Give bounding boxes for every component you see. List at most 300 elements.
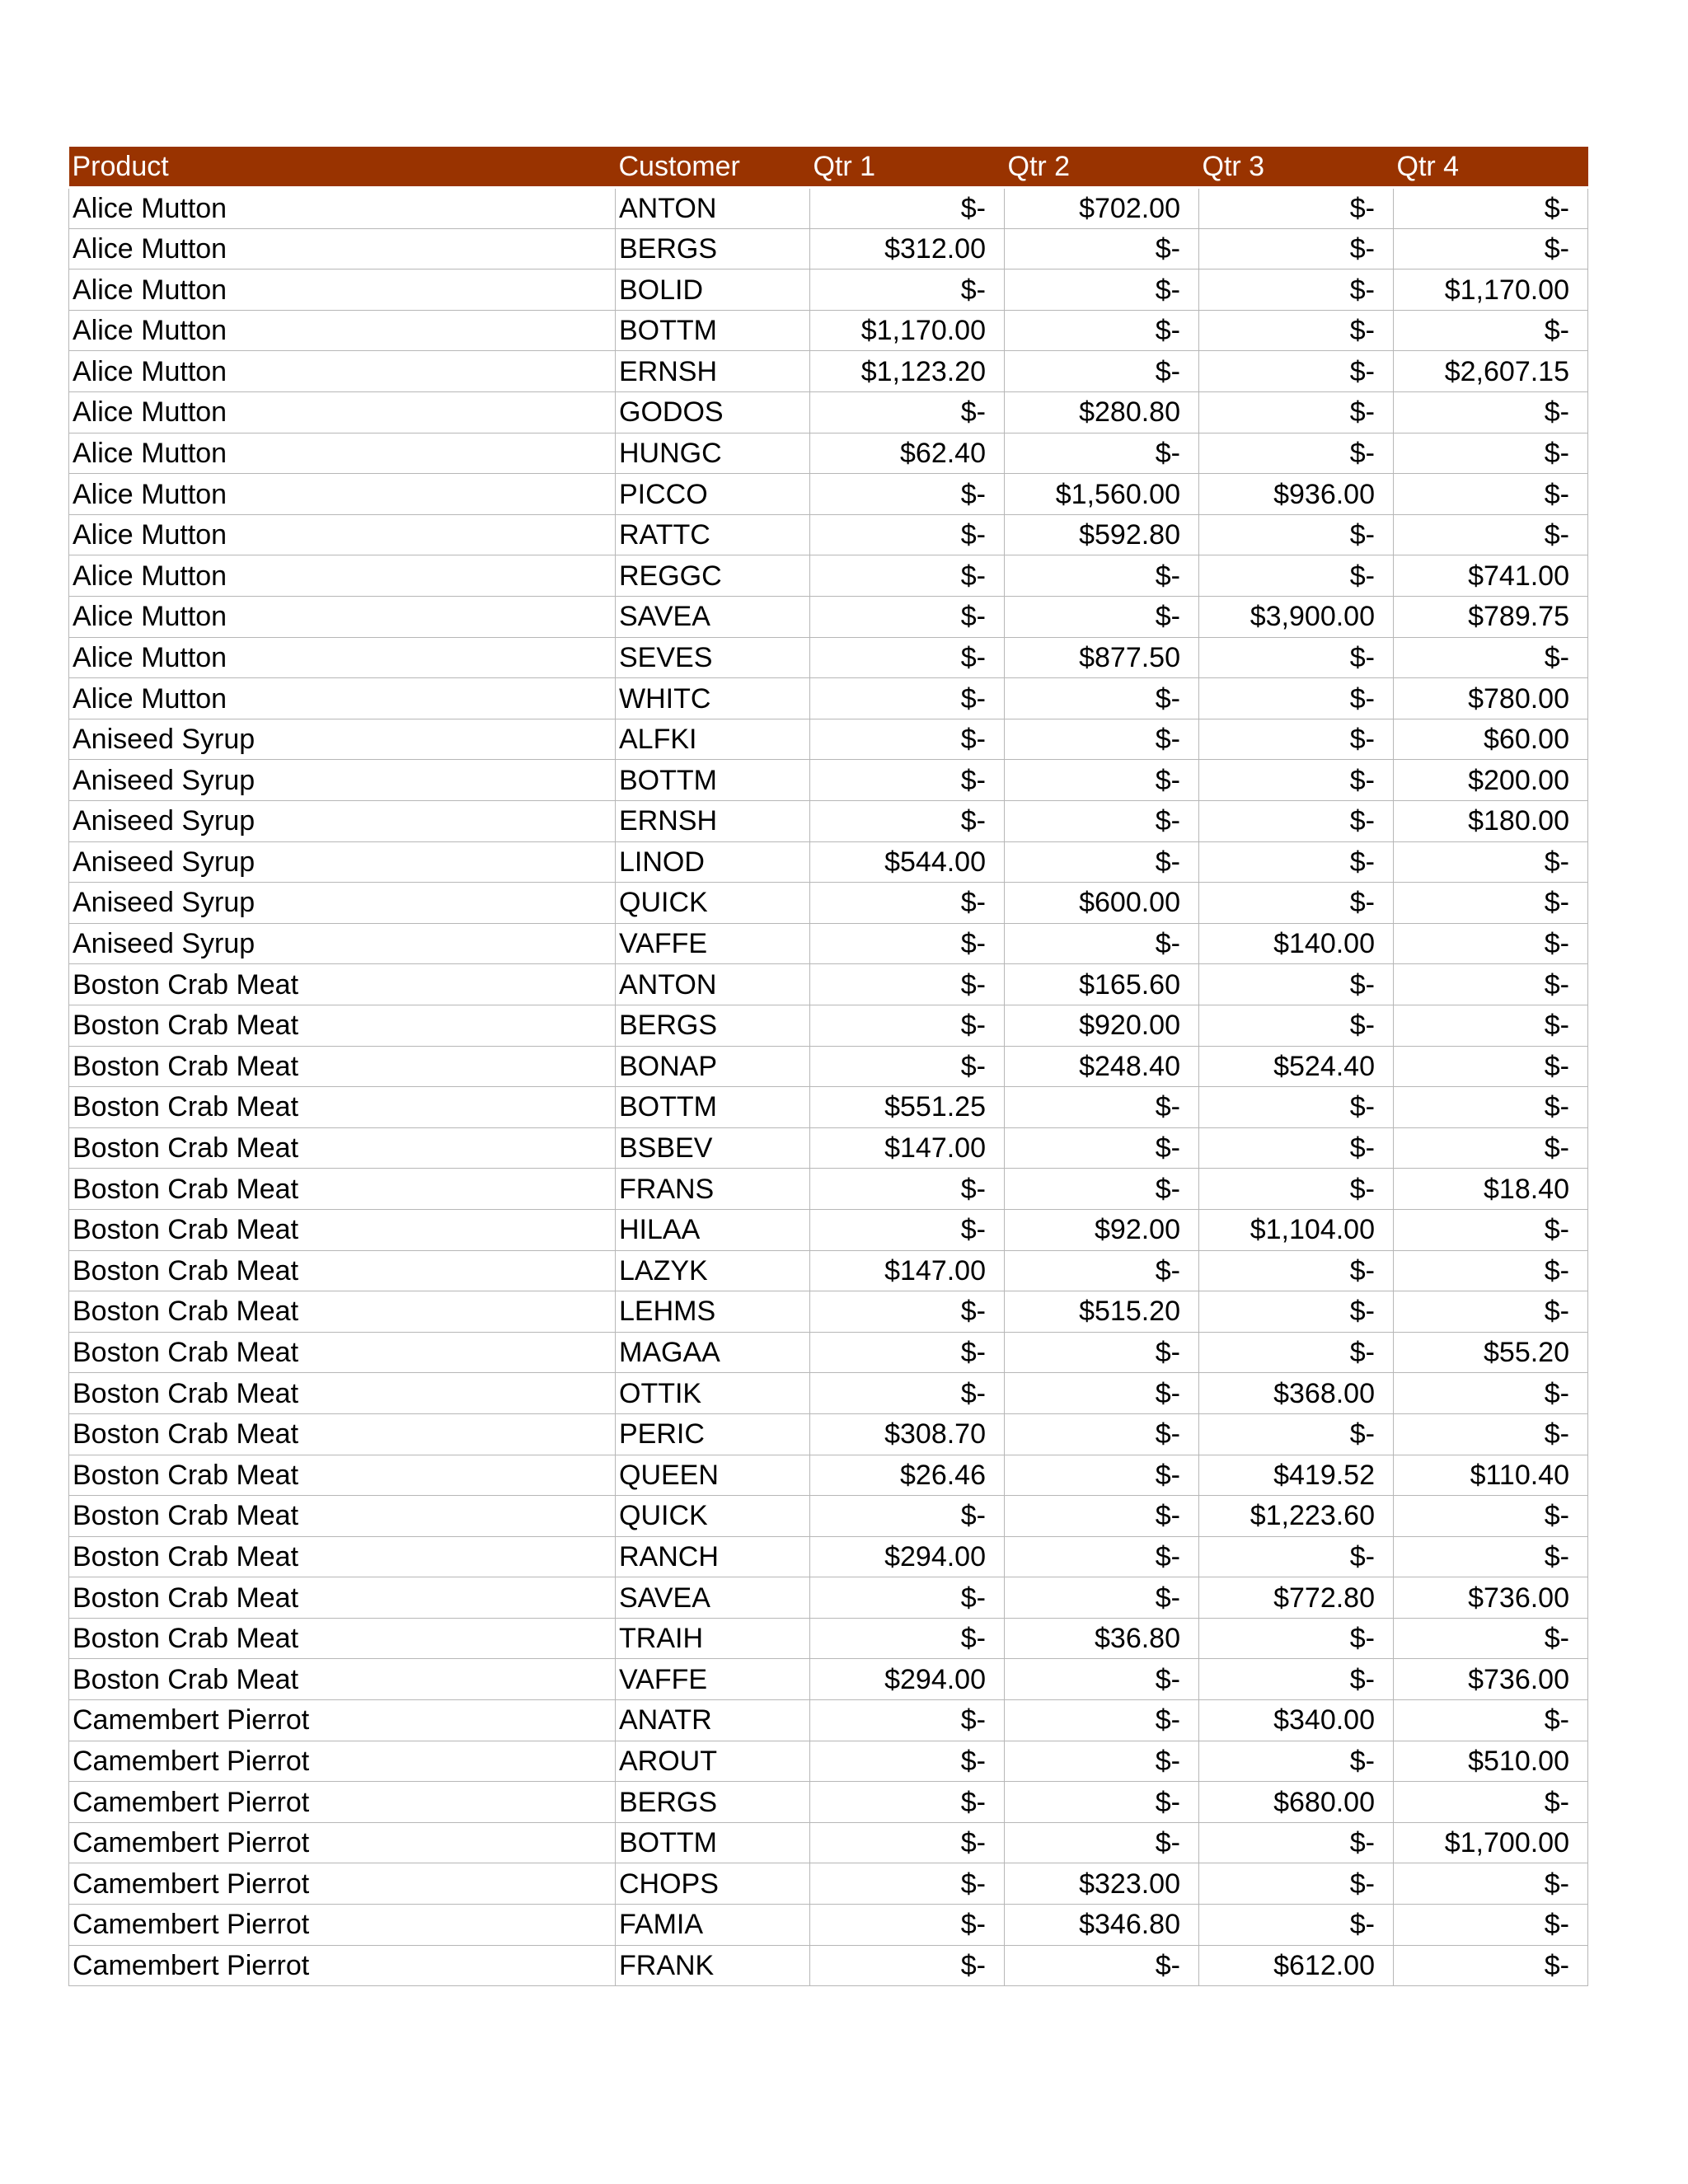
product-cell: Boston Crab Meat (69, 964, 616, 1005)
product-cell: Boston Crab Meat (69, 1209, 616, 1250)
qtr-2-cell: $- (1005, 841, 1199, 883)
customer-cell: AROUT (616, 1741, 810, 1782)
product-cell: Aniseed Syrup (69, 801, 616, 842)
qtr-4-cell: $- (1394, 1618, 1588, 1659)
table-row (69, 923, 1588, 964)
qtr-4-cell: $- (1394, 1536, 1588, 1577)
qtr-2-cell: $- (1005, 310, 1199, 351)
qtr-3-cell: $- (1199, 1291, 1394, 1333)
qtr-3-cell: $- (1199, 188, 1394, 229)
qtr-2-cell: $1,560.00 (1005, 474, 1199, 515)
qtr-4-cell: $- (1394, 228, 1588, 269)
qtr-4-cell: $- (1394, 188, 1588, 229)
qtr-3-cell: $- (1199, 1905, 1394, 1946)
customer-cell: OTTIK (616, 1373, 810, 1414)
qtr-3-cell: $368.00 (1199, 1373, 1394, 1414)
qtr-3-cell: $- (1199, 964, 1394, 1005)
product-cell: Alice Mutton (69, 514, 616, 555)
customer-cell: BOTTM (616, 1087, 810, 1128)
qtr-3-cell: $- (1199, 1822, 1394, 1863)
product-cell: Boston Crab Meat (69, 1455, 616, 1496)
qtr-3-cell: $- (1199, 678, 1394, 719)
table-row (69, 1536, 1588, 1577)
customer-cell: BERGS (616, 1005, 810, 1046)
qtr-4-cell: $- (1394, 1945, 1588, 1986)
qtr-2-cell: $- (1005, 351, 1199, 392)
table-row (69, 637, 1588, 678)
qtr-2-cell: $- (1005, 1536, 1199, 1577)
table-row (69, 678, 1588, 719)
customer-cell: PICCO (616, 474, 810, 515)
customer-cell: ERNSH (616, 801, 810, 842)
table-row (69, 555, 1588, 597)
qtr-4-cell: $789.75 (1394, 597, 1588, 638)
qtr-4-cell: $- (1394, 1496, 1588, 1537)
product-cell: Alice Mutton (69, 474, 616, 515)
qtr-2-cell: $- (1005, 597, 1199, 638)
qtr-1-cell: $- (810, 801, 1005, 842)
qtr-2-cell: $248.40 (1005, 1046, 1199, 1087)
qtr-4-cell: $736.00 (1394, 1659, 1588, 1700)
table-row (69, 228, 1588, 269)
qtr-1-cell: $- (810, 1945, 1005, 1986)
product-cell: Boston Crab Meat (69, 1291, 616, 1333)
customer-cell: BSBEV (616, 1127, 810, 1169)
qtr-1-cell: $- (810, 188, 1005, 229)
customer-cell: QUEEN (616, 1455, 810, 1496)
table-row (69, 1169, 1588, 1210)
table-row (69, 1659, 1588, 1700)
qtr-3-cell: $- (1199, 760, 1394, 801)
qtr-1-cell: $- (810, 514, 1005, 555)
qtr-3-cell: $- (1199, 801, 1394, 842)
customer-cell: LEHMS (616, 1291, 810, 1333)
qtr-3-cell: $- (1199, 1863, 1394, 1905)
product-cell: Alice Mutton (69, 351, 616, 392)
table-row (69, 269, 1588, 311)
product-cell: Camembert Pierrot (69, 1782, 616, 1823)
table-row (69, 1741, 1588, 1782)
customer-cell: BOTTM (616, 760, 810, 801)
customer-cell: RATTC (616, 514, 810, 555)
table-row (69, 1005, 1588, 1046)
table-row (69, 1782, 1588, 1823)
product-cell: Camembert Pierrot (69, 1945, 616, 1986)
customer-cell: BOTTM (616, 1822, 810, 1863)
qtr-3-cell: $- (1199, 1413, 1394, 1455)
table-row (69, 597, 1588, 638)
customer-cell: GODOS (616, 392, 810, 434)
qtr-1-cell: $312.00 (810, 228, 1005, 269)
customer-cell: MAGAA (616, 1332, 810, 1373)
qtr-3-cell: $- (1199, 1618, 1394, 1659)
table-row (69, 964, 1588, 1005)
qtr-1-cell: $- (810, 1496, 1005, 1537)
table-row (69, 474, 1588, 515)
qtr-3-cell: $- (1199, 841, 1394, 883)
qtr-1-cell: $- (810, 1700, 1005, 1741)
qtr-4-cell: $- (1394, 310, 1588, 351)
qtr-4-cell: $- (1394, 883, 1588, 924)
qtr-3-cell: $- (1199, 392, 1394, 434)
customer-cell: SAVEA (616, 1577, 810, 1619)
qtr-1-cell: $- (810, 1618, 1005, 1659)
qtr-1-cell: $- (810, 269, 1005, 311)
qtr-2-cell: $- (1005, 1455, 1199, 1496)
qtr-4-cell: $60.00 (1394, 719, 1588, 760)
customer-cell: HUNGC (616, 433, 810, 474)
qtr-2-cell: $- (1005, 801, 1199, 842)
qtr-3-cell: $680.00 (1199, 1782, 1394, 1823)
product-cell: Alice Mutton (69, 433, 616, 474)
qtr-1-cell: $- (810, 1373, 1005, 1414)
header-customer: Customer (616, 147, 810, 188)
qtr-4-cell: $- (1394, 964, 1588, 1005)
qtr-3-cell: $- (1199, 351, 1394, 392)
product-cell: Camembert Pierrot (69, 1700, 616, 1741)
product-cell: Alice Mutton (69, 637, 616, 678)
product-cell: Alice Mutton (69, 597, 616, 638)
table-row (69, 719, 1588, 760)
customer-cell: QUICK (616, 883, 810, 924)
qtr-3-cell: $- (1199, 719, 1394, 760)
qtr-4-cell: $200.00 (1394, 760, 1588, 801)
qtr-3-cell: $- (1199, 269, 1394, 311)
header-qtr-1: Qtr 1 (810, 147, 1005, 188)
qtr-2-cell: $- (1005, 719, 1199, 760)
product-cell: Boston Crab Meat (69, 1618, 616, 1659)
qtr-4-cell: $- (1394, 923, 1588, 964)
customer-cell: ANTON (616, 188, 810, 229)
qtr-2-cell: $515.20 (1005, 1291, 1199, 1333)
customer-cell: CHOPS (616, 1863, 810, 1905)
product-cell: Boston Crab Meat (69, 1373, 616, 1414)
table-row (69, 1291, 1588, 1333)
qtr-4-cell: $- (1394, 1373, 1588, 1414)
table-header (69, 147, 1588, 188)
table-row (69, 1945, 1588, 1986)
qtr-4-cell: $- (1394, 1127, 1588, 1169)
qtr-3-cell: $- (1199, 514, 1394, 555)
qtr-2-cell: $- (1005, 1577, 1199, 1619)
table-row (69, 351, 1588, 392)
product-cell: Aniseed Syrup (69, 719, 616, 760)
qtr-3-cell: $- (1199, 433, 1394, 474)
product-cell: Boston Crab Meat (69, 1046, 616, 1087)
qtr-4-cell: $- (1394, 1005, 1588, 1046)
qtr-4-cell: $- (1394, 1291, 1588, 1333)
qtr-2-cell: $280.80 (1005, 392, 1199, 434)
qtr-1-cell: $62.40 (810, 433, 1005, 474)
table-row (69, 1209, 1588, 1250)
qtr-3-cell: $- (1199, 1127, 1394, 1169)
product-cell: Alice Mutton (69, 555, 616, 597)
qtr-2-cell: $- (1005, 1413, 1199, 1455)
qtr-3-cell: $- (1199, 883, 1394, 924)
qtr-1-cell: $- (810, 1905, 1005, 1946)
qtr-4-cell: $- (1394, 1413, 1588, 1455)
qtr-4-cell: $55.20 (1394, 1332, 1588, 1373)
table-row (69, 1863, 1588, 1905)
qtr-2-cell: $- (1005, 1741, 1199, 1782)
qtr-3-cell: $- (1199, 310, 1394, 351)
qtr-1-cell: $- (810, 555, 1005, 597)
product-cell: Camembert Pierrot (69, 1905, 616, 1946)
customer-cell: ERNSH (616, 351, 810, 392)
qtr-2-cell: $- (1005, 760, 1199, 801)
product-cell: Boston Crab Meat (69, 1413, 616, 1455)
qtr-3-cell: $- (1199, 1169, 1394, 1210)
qtr-1-cell: $147.00 (810, 1250, 1005, 1291)
qtr-2-cell: $- (1005, 1700, 1199, 1741)
qtr-4-cell: $- (1394, 514, 1588, 555)
qtr-4-cell: $- (1394, 1863, 1588, 1905)
qtr-4-cell: $510.00 (1394, 1741, 1588, 1782)
product-cell: Boston Crab Meat (69, 1332, 616, 1373)
qtr-3-cell: $936.00 (1199, 474, 1394, 515)
qtr-1-cell: $- (810, 637, 1005, 678)
qtr-2-cell: $592.80 (1005, 514, 1199, 555)
table-row (69, 433, 1588, 474)
qtr-4-cell: $- (1394, 1905, 1588, 1946)
customer-cell: FRANK (616, 1945, 810, 1986)
qtr-2-cell: $- (1005, 269, 1199, 311)
table-row (69, 1496, 1588, 1537)
qtr-1-cell: $- (810, 1822, 1005, 1863)
table-row (69, 1700, 1588, 1741)
header-qtr-2: Qtr 2 (1005, 147, 1199, 188)
qtr-3-cell: $340.00 (1199, 1700, 1394, 1741)
qtr-3-cell: $- (1199, 637, 1394, 678)
table-row (69, 883, 1588, 924)
table-row (69, 514, 1588, 555)
table-body (69, 188, 1588, 1986)
table-row (69, 1250, 1588, 1291)
table-row (69, 1905, 1588, 1946)
customer-cell: TRAIH (616, 1618, 810, 1659)
table-row (69, 188, 1588, 229)
customer-cell: REGGC (616, 555, 810, 597)
qtr-1-cell: $- (810, 719, 1005, 760)
customer-cell: VAFFE (616, 1659, 810, 1700)
qtr-4-cell: $780.00 (1394, 678, 1588, 719)
customer-cell: BONAP (616, 1046, 810, 1087)
qtr-2-cell: $- (1005, 1782, 1199, 1823)
table-row (69, 1046, 1588, 1087)
qtr-1-cell: $551.25 (810, 1087, 1005, 1128)
product-cell: Aniseed Syrup (69, 883, 616, 924)
qtr-4-cell: $- (1394, 1209, 1588, 1250)
product-cell: Alice Mutton (69, 310, 616, 351)
qtr-4-cell: $1,170.00 (1394, 269, 1588, 311)
qtr-2-cell: $- (1005, 1659, 1199, 1700)
qtr-1-cell: $- (810, 1046, 1005, 1087)
customer-cell: QUICK (616, 1496, 810, 1537)
product-cell: Alice Mutton (69, 678, 616, 719)
qtr-4-cell: $736.00 (1394, 1577, 1588, 1619)
customer-cell: SEVES (616, 637, 810, 678)
qtr-1-cell: $- (810, 964, 1005, 1005)
table-row (69, 801, 1588, 842)
table-row (69, 1577, 1588, 1619)
qtr-2-cell: $- (1005, 923, 1199, 964)
qtr-1-cell: $- (810, 474, 1005, 515)
qtr-2-cell: $- (1005, 555, 1199, 597)
product-cell: Boston Crab Meat (69, 1536, 616, 1577)
qtr-2-cell: $92.00 (1005, 1209, 1199, 1250)
qtr-4-cell: $110.40 (1394, 1455, 1588, 1496)
qtr-2-cell: $- (1005, 1250, 1199, 1291)
customer-cell: PERIC (616, 1413, 810, 1455)
customer-cell: HILAA (616, 1209, 810, 1250)
qtr-2-cell: $- (1005, 1087, 1199, 1128)
product-cell: Alice Mutton (69, 228, 616, 269)
header-product: Product (69, 147, 616, 188)
table-row (69, 1455, 1588, 1496)
customer-cell: SAVEA (616, 597, 810, 638)
customer-cell: LAZYK (616, 1250, 810, 1291)
qtr-2-cell: $- (1005, 1496, 1199, 1537)
customer-cell: BERGS (616, 1782, 810, 1823)
qtr-1-cell: $- (810, 1863, 1005, 1905)
qtr-4-cell: $- (1394, 1250, 1588, 1291)
table-row (69, 1332, 1588, 1373)
qtr-1-cell: $544.00 (810, 841, 1005, 883)
qtr-2-cell: $- (1005, 1169, 1199, 1210)
qtr-1-cell: $- (810, 1782, 1005, 1823)
table-row (69, 1127, 1588, 1169)
qtr-2-cell: $323.00 (1005, 1863, 1199, 1905)
qtr-2-cell: $- (1005, 1945, 1199, 1986)
qtr-2-cell: $36.80 (1005, 1618, 1199, 1659)
qtr-1-cell: $147.00 (810, 1127, 1005, 1169)
product-cell: Camembert Pierrot (69, 1863, 616, 1905)
qtr-3-cell: $772.80 (1199, 1577, 1394, 1619)
qtr-2-cell: $- (1005, 1332, 1199, 1373)
qtr-1-cell: $- (810, 1209, 1005, 1250)
qtr-1-cell: $26.46 (810, 1455, 1005, 1496)
customer-cell: VAFFE (616, 923, 810, 964)
qtr-4-cell: $- (1394, 474, 1588, 515)
table-row (69, 841, 1588, 883)
qtr-4-cell: $2,607.15 (1394, 351, 1588, 392)
customer-cell: BOLID (616, 269, 810, 311)
customer-cell: RANCH (616, 1536, 810, 1577)
product-cell: Boston Crab Meat (69, 1127, 616, 1169)
customer-cell: FRANS (616, 1169, 810, 1210)
qtr-1-cell: $294.00 (810, 1659, 1005, 1700)
qtr-3-cell: $140.00 (1199, 923, 1394, 964)
qtr-4-cell: $- (1394, 1700, 1588, 1741)
qtr-1-cell: $- (810, 1005, 1005, 1046)
product-cell: Camembert Pierrot (69, 1822, 616, 1863)
table-row (69, 1413, 1588, 1455)
qtr-3-cell: $- (1199, 1250, 1394, 1291)
table-row (69, 1087, 1588, 1128)
qtr-1-cell: $1,170.00 (810, 310, 1005, 351)
product-cell: Alice Mutton (69, 188, 616, 229)
customer-cell: WHITC (616, 678, 810, 719)
product-cell: Boston Crab Meat (69, 1577, 616, 1619)
table-row (69, 1822, 1588, 1863)
qtr-3-cell: $612.00 (1199, 1945, 1394, 1986)
product-cell: Alice Mutton (69, 392, 616, 434)
qtr-2-cell: $165.60 (1005, 964, 1199, 1005)
qtr-1-cell: $308.70 (810, 1413, 1005, 1455)
qtr-4-cell: $741.00 (1394, 555, 1588, 597)
qtr-1-cell: $- (810, 760, 1005, 801)
customer-cell: ANATR (616, 1700, 810, 1741)
qtr-4-cell: $1,700.00 (1394, 1822, 1588, 1863)
qtr-2-cell: $- (1005, 1373, 1199, 1414)
product-cell: Aniseed Syrup (69, 841, 616, 883)
table-row (69, 392, 1588, 434)
table-row (69, 1618, 1588, 1659)
qtr-3-cell: $- (1199, 1332, 1394, 1373)
customer-cell: FAMIA (616, 1905, 810, 1946)
table-row (69, 1373, 1588, 1414)
customer-cell: LINOD (616, 841, 810, 883)
table-row (69, 760, 1588, 801)
qtr-4-cell: $- (1394, 392, 1588, 434)
qtr-3-cell: $- (1199, 555, 1394, 597)
product-cell: Boston Crab Meat (69, 1005, 616, 1046)
customer-cell: BOTTM (616, 310, 810, 351)
qtr-2-cell: $877.50 (1005, 637, 1199, 678)
header-qtr-4: Qtr 4 (1394, 147, 1588, 188)
qtr-3-cell: $- (1199, 1659, 1394, 1700)
qtr-1-cell: $- (810, 678, 1005, 719)
qtr-3-cell: $3,900.00 (1199, 597, 1394, 638)
qtr-2-cell: $- (1005, 678, 1199, 719)
qtr-4-cell: $- (1394, 433, 1588, 474)
qtr-4-cell: $180.00 (1394, 801, 1588, 842)
qtr-2-cell: $600.00 (1005, 883, 1199, 924)
qtr-1-cell: $1,123.20 (810, 351, 1005, 392)
table-row (69, 310, 1588, 351)
qtr-3-cell: $- (1199, 1741, 1394, 1782)
qtr-4-cell: $- (1394, 1087, 1588, 1128)
qtr-2-cell: $- (1005, 1127, 1199, 1169)
qtr-3-cell: $- (1199, 1087, 1394, 1128)
qtr-2-cell: $- (1005, 433, 1199, 474)
qtr-2-cell: $346.80 (1005, 1905, 1199, 1946)
qtr-3-cell: $- (1199, 1005, 1394, 1046)
qtr-3-cell: $- (1199, 228, 1394, 269)
qtr-2-cell: $- (1005, 1822, 1199, 1863)
qtr-3-cell: $- (1199, 1536, 1394, 1577)
product-cell: Boston Crab Meat (69, 1659, 616, 1700)
qtr-4-cell: $- (1394, 841, 1588, 883)
qtr-4-cell: $- (1394, 1782, 1588, 1823)
customer-cell: BERGS (616, 228, 810, 269)
qtr-1-cell: $- (810, 392, 1005, 434)
product-cell: Camembert Pierrot (69, 1741, 616, 1782)
product-cell: Alice Mutton (69, 269, 616, 311)
qtr-1-cell: $- (810, 923, 1005, 964)
qtr-3-cell: $1,223.60 (1199, 1496, 1394, 1537)
qtr-1-cell: $294.00 (810, 1536, 1005, 1577)
product-cell: Boston Crab Meat (69, 1250, 616, 1291)
qtr-3-cell: $419.52 (1199, 1455, 1394, 1496)
product-cell: Aniseed Syrup (69, 760, 616, 801)
header-row (69, 147, 1588, 188)
qtr-1-cell: $- (810, 1332, 1005, 1373)
product-cell: Boston Crab Meat (69, 1496, 616, 1537)
product-cell: Boston Crab Meat (69, 1087, 616, 1128)
qtr-1-cell: $- (810, 1169, 1005, 1210)
qtr-1-cell: $- (810, 883, 1005, 924)
